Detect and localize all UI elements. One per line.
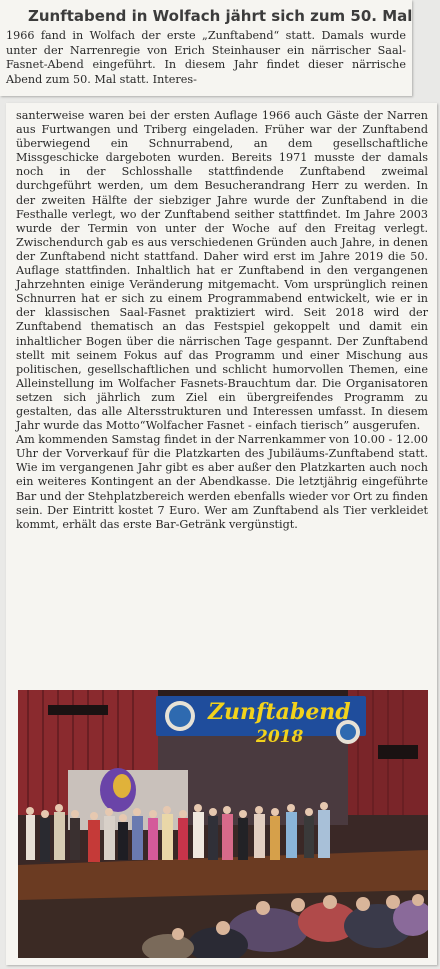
event-photo	[18, 690, 428, 958]
article-paragraph-1: santerweise waren bei der ersten Auflage 1966 auch Gäste der Narren aus Furtwangen und Triberg eingeladen. Früher war der Zunftabend überwiegend ein Schnurrabend, an dem gesellschaftliche Missgeschicke dargeboten wurden. Bereits 1971 musste der damals noch in der Schlosshalle stattfindende Zunftabend zweimal durchgeführt werden, um dem Besucherandrang Herr zu werden. In der zweiten Hälfte der siebziger Jahre wurde der Zunftabend in die Festhalle verlegt, wo der Zunftabend seither stattfindet. Im Jahre 2003 wurde der Termin von unter der Woche auf den Freitag verlegt. Zwischendurch gab es aus verschiedenen Gründen auch Jahre, in denen der Zunftabend nicht stattfand. Daher wird erst im Jahre 2019 die 50. Auflage stattfinden. Inhaltlich hat er Zunftabend in den vergangenen Jahrzehnten einige Veränderung mitgemacht. Vom ursprünglich reinen Schnurren hat er sich zu einem Programmabend entwickelt, wie er in der klassischen Saal-Fasnet praktiziert wird. Seit 2018 wird der Zunftabend thematisch an das Festspiel gekoppelt und damit ein inhaltlicher Bogen über die närrischen Tage gespannt. Der Zunftabend stellt mit seinem Fokus auf das Programm und einer Mischung aus politischen, gesellschaftlichen und schlicht humorvollen Themen, eine Alleinstellung im Wolfacher Fasnets-Brauchtum dar. Die Organisatoren setzen sich jährlich zum Ziel ein übergreifendes Programm zu gestalten, das alle Altersstrukturen und Interessen umfasst. In diesem Jahr wurde das Motto“Wolfacher Fasnet - einfach tierisch” ausgerufen.	[16, 109, 428, 433]
article-headline: Zunftabend in Wolfach jährt sich zum 50. Mal	[28, 7, 413, 25]
article-text-column	[16, 109, 428, 532]
article-paragraph-2: Am kommenden Samstag findet in der Narrenkammer von 10.00 - 12.00 Uhr der Vorverkauf für die Platzkarten des Jubiläums-Zunftabend statt. Wie im vergangenen Jahr gibt es aber außer den Platzkarten auch noch ein weiteres Kontingent an der Abendkasse. Die letztjährig eingeführte Bar und der Stehplatzbereich werden ebenfalls wieder vor Ort zu finden sein. Der Eintritt kostet 7 Euro. Wer am Zunftabend als Tier verkleidet kommt, erhält das erste Bar-Getränk vergünstigt.	[16, 433, 429, 531]
article-header-clipping	[0, 0, 412, 96]
banner-title: Zunftabend	[208, 699, 351, 725]
banner-year: 2018	[256, 727, 304, 747]
article-body-clipping	[6, 103, 437, 965]
article-intro: 1966 fand in Wolfach der erste „Zunftabend“ statt. Damals wurde unter der Narrenregie von Erich Steinhauser ein närrischer Saal-Fasnet-Abend eingeführt. In diesem Jahr findet dieser närrische Abend zum 50. Mal statt. Interes-	[6, 29, 406, 86]
